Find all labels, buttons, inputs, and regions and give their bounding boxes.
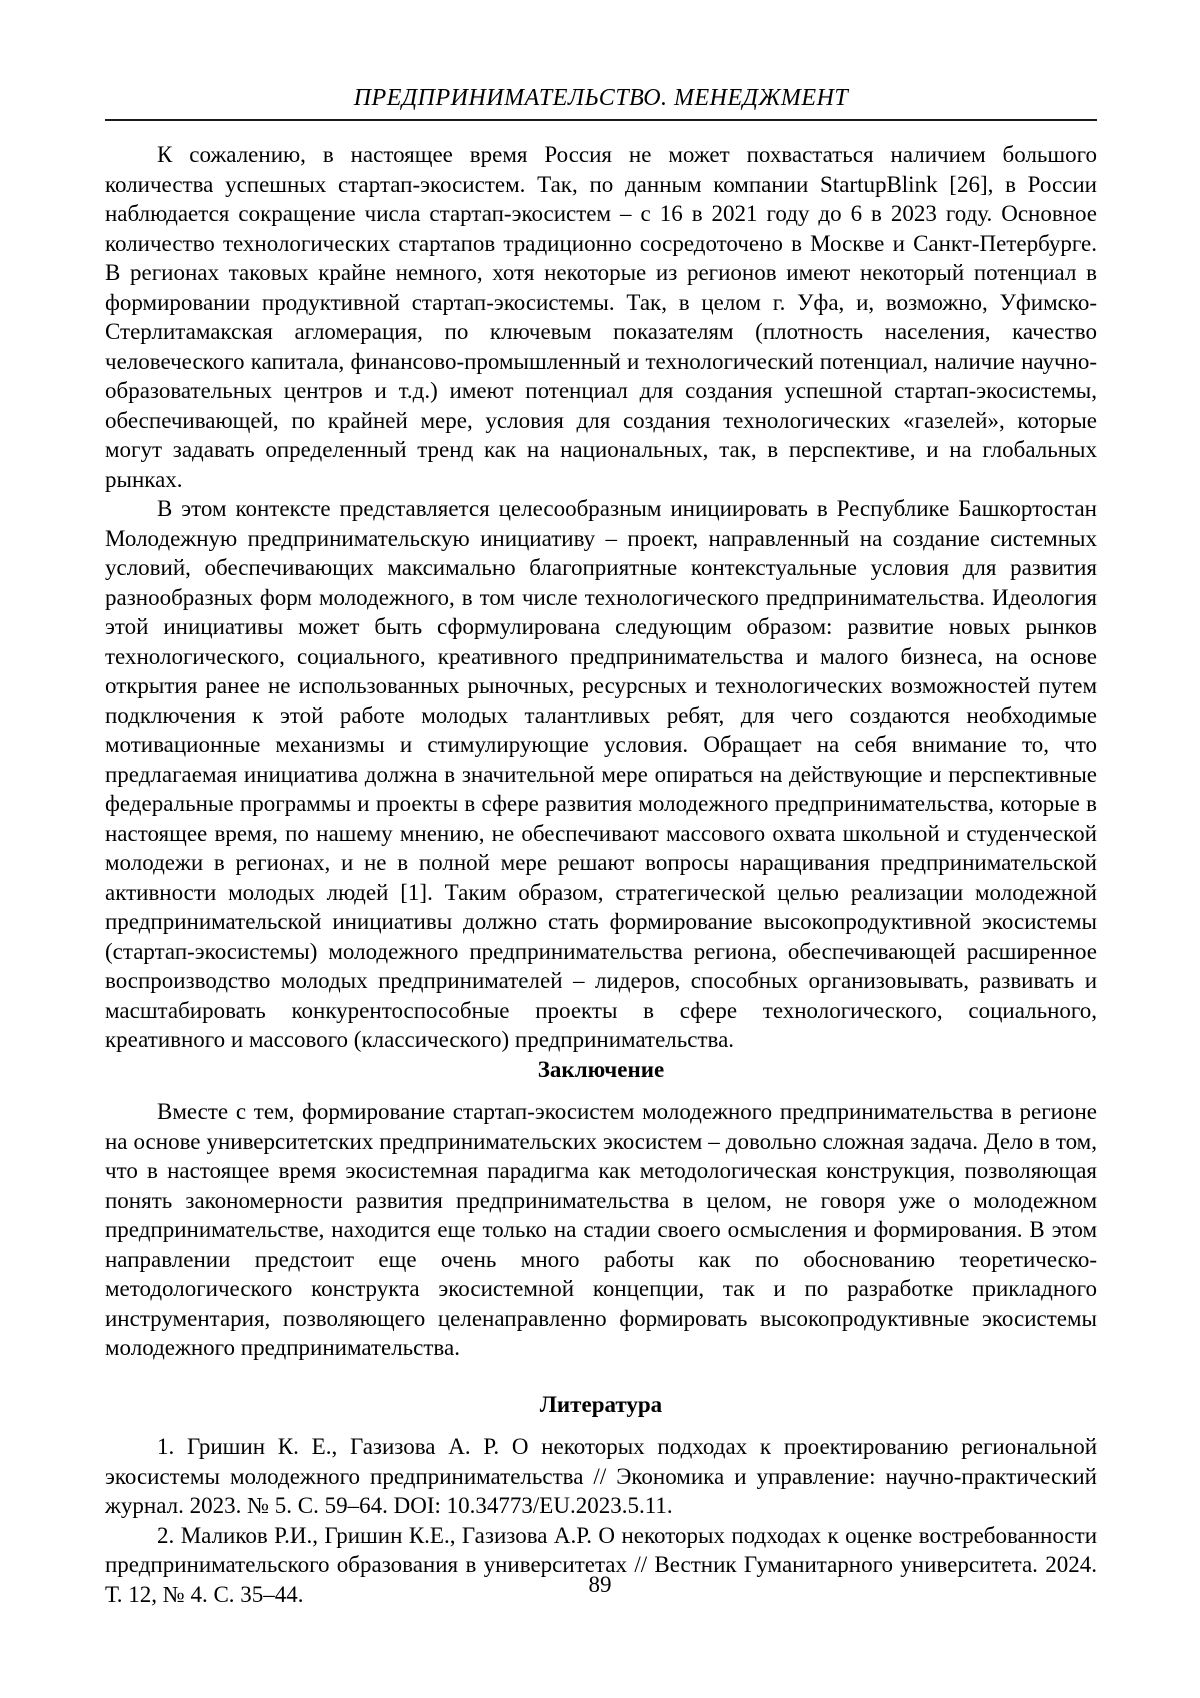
references-heading: Литература — [539, 1391, 663, 1417]
reference-item-1: 1. Гришин К. Е., Газизова А. Р. О некоторых подходах к проектированию региональной экосистемы молодежного предпринимательства // Экономика и управление: научно-практический журнал. 2023. № 5. С. 59–64. DOI: 10.34773/EU.2023.5.11. — [105, 1434, 1097, 1518]
page-number: 89 — [588, 1572, 612, 1597]
conclusion-paragraph: Вместе с тем, формирование стартап-экосистем молодежного предпринимательства в регионе на основе университетских предпринимательских экосистем – довольно сложная задача. Дело в том, что в настоящее время экосистемная парадигма как методологическая конструкция, позволяющая понять закономерности развития предпринимательства в целом, не говоря уже о молодежном предпринимательстве, находится еще только на стадии своего осмысления и формирования. В этом направлении предстоит еще очень много работы как по обоснованию теоретическо-методологического конструкта экосистемной концепции, так и по разработке прикладного инструментария, позволяющего целенаправленно формировать высокопродуктивные экосистемы молодежного предпринимательства. — [105, 1099, 1097, 1360]
page-content — [105, 84, 1097, 1609]
running-head-title: ПРЕДПРИНИМАТЕЛЬСТВО. МЕНЕДЖМЕНТ — [353, 85, 849, 111]
article-body — [105, 140, 1097, 1609]
reference-item-2: 2. Маликов Р.И., Гришин К.Е., Газизова А.Р. О некоторых подходах к оценке востребованности предпринимательского образования в университетах // Вестник Гуманитарного университета. 2024. Т. 12, № 4. С. 35–44. — [105, 1522, 1097, 1607]
conclusion-heading: Заключение — [537, 1056, 665, 1082]
body-paragraph-2: В этом контексте представляется целесообразным инициировать в Республике Башкортостан Молодежную предпринимательскую инициативу – проект, направленный на создание системных условий, обеспечивающих максимально благоприятные контекстуальные условия для развития разнообразных форм молодежного, в том числе технологического предпринимательства. Идеология этой инициативы может быть сформулирована следующим образом: развитие новых рынков технологического, социального, креативного предпринимательства и малого бизнеса, на основе открытия ранее не использованных рыночных, ресурсных и технологических возможностей путем подключения к этой работе молодых талантливых ребят, для чего создаются необходимые мотивационные механизмы и стимулирующие условия. Обращает на себя внимание то, что предлагаемая инициатива должна в значительной мере опираться на действующие и перспективные федеральные программы и проекты в сфере развития молодежного предпринимательства, которые в настоящее время, по нашему мнению, не обеспечивают массового охвата школьной и студенческой молодежи в регионах, и не в полной мере решают вопросы наращивания предпринимательской активности молодых людей [1]. Таким образом, стратегической целью реализации молодежной предпринимательской инициативы должно стать формирование высокопродуктивной экосистемы (стартап-экосистемы) молодежного предпринимательства региона, обеспечивающей расширенное воспроизводство молодых предпринимателей – лидеров, способных организовывать, развивать и масштабировать конкурентоспособные проекты в сфере технологического, социального, креативного и массового (классического) предпринимательства. — [105, 496, 1097, 1052]
body-paragraph-1: К сожалению, в настоящее время Россия не может похвастаться наличием большого количества успешных стартап-экосистем. Так, по данным компании StartupBlink [26], в России наблюдается сокращение числа стартап-экосистем – с 16 в 2021 году до 6 в 2023 году. Основное количество технологических стартапов традиционно сосредоточено в Москве и Санкт-Петербурге. В регионах таковых крайне немного, хотя некоторые из регионов имеют некоторый потенциал в формировании продуктивной стартап-экосистемы. Так, в целом г. Уфа, и, возможно, Уфимско-Стерлитамакская агломерация, по ключевым показателям (плотность населения, качество человеческого капитала, финансово-промышленный и технологический потенциал, наличие научно-образовательных центров и т.д.) имеют потенциал для создания успешной стартап-экосистемы, обеспечивающей, по крайней мере, условия для создания технологических «газелей», которые могут задавать определенный тренд как на национальных, так, в перспективе, и на глобальных рынках. — [105, 142, 1097, 492]
running-head — [105, 84, 1097, 121]
